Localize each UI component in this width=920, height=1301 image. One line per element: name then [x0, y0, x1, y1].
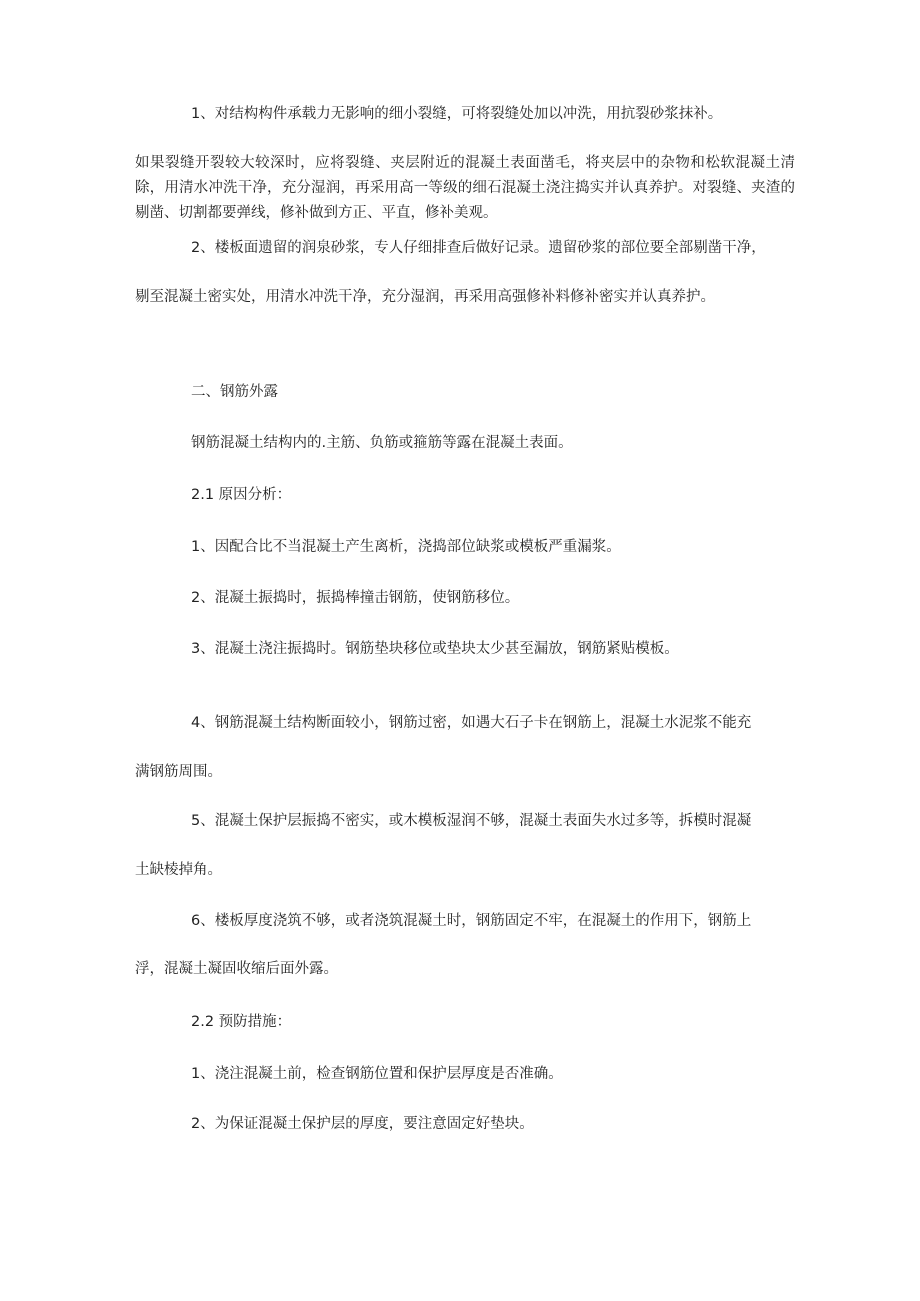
paragraph-crack-repair: 1、对结构构件承载力无影响的细小裂缝，可将裂缝处加以冲洗，用抗裂砂浆抹补。	[191, 106, 723, 122]
list-item-cause-4-line1: 4、钢筋混凝土结构断面较小，钢筋过密，如遇大石子卡在钢筋上，混凝土水泥浆不能充	[191, 715, 752, 731]
list-item-prevention-2: 2、为保证混凝土保护层的厚度，要注意固定好垫块。	[191, 1116, 534, 1132]
list-item-cause-6-line1: 6、楼板厚度浇筑不够，或者浇筑混凝土时，钢筋固定不牢，在混凝土的作用下，钢筋上	[191, 913, 752, 929]
list-item-cause-4-line2: 满钢筋周围。	[135, 764, 222, 780]
list-item-prevention-1: 1、浇注混凝土前，检查钢筋位置和保护层厚度是否准确。	[191, 1066, 563, 1082]
list-item-cause-6-line2: 浮，混凝土凝固收缩后面外露。	[135, 961, 338, 977]
list-item-cause-5-line1: 5、混凝土保护层振捣不密实，或木模板湿润不够，混凝土表面失水过多等，拆模时混凝	[191, 813, 752, 829]
list-item-cause-3: 3、混凝土浇注振捣时。钢筋垫块移位或垫块太少甚至漏放，钢筋紧贴模板。	[191, 641, 679, 657]
list-item-cause-2: 2、混凝土振捣时，振捣棒撞击钢筋，使钢筋移位。	[191, 590, 520, 606]
paragraph-residual-mortar-line2: 剔至混凝土密实处，用清水冲洗干净，充分湿润，再采用高强修补料修补密实并认真养护。	[135, 289, 715, 305]
section-heading-exposed-rebar: 二、钢筋外露	[191, 384, 278, 400]
list-item-cause-5-line2: 土缺棱掉角。	[135, 862, 222, 878]
paragraph-residual-mortar-line1: 2、楼板面遗留的润泉砂浆，专人仔细排查后做好记录。遗留砂浆的部位要全部剔凿干净，	[191, 240, 766, 256]
section-intro: 钢筋混凝土结构内的.主筋、负筋或箍筋等露在混凝土表面。	[191, 435, 573, 451]
subheading-cause-analysis: 2.1 原因分析：	[191, 487, 292, 503]
paragraph-deep-crack: 如果裂缝开裂较大较深时，应将裂缝、夹层附近的混凝土表面凿毛，将夹层中的杂物和松软混凝土清除，用清水冲洗干净，充分湿润，再采用高一等级的细石混凝土浇注捣实并认真养护。对裂缝、夹渣的剔凿、切割都要弹线，修补做到方正、平直，修补美观。	[135, 155, 795, 221]
list-item-cause-1: 1、因配合比不当混凝土产生离析，浇捣部位缺浆或模板严重漏浆。	[191, 539, 621, 555]
subheading-prevention: 2.2 预防措施：	[191, 1014, 292, 1030]
